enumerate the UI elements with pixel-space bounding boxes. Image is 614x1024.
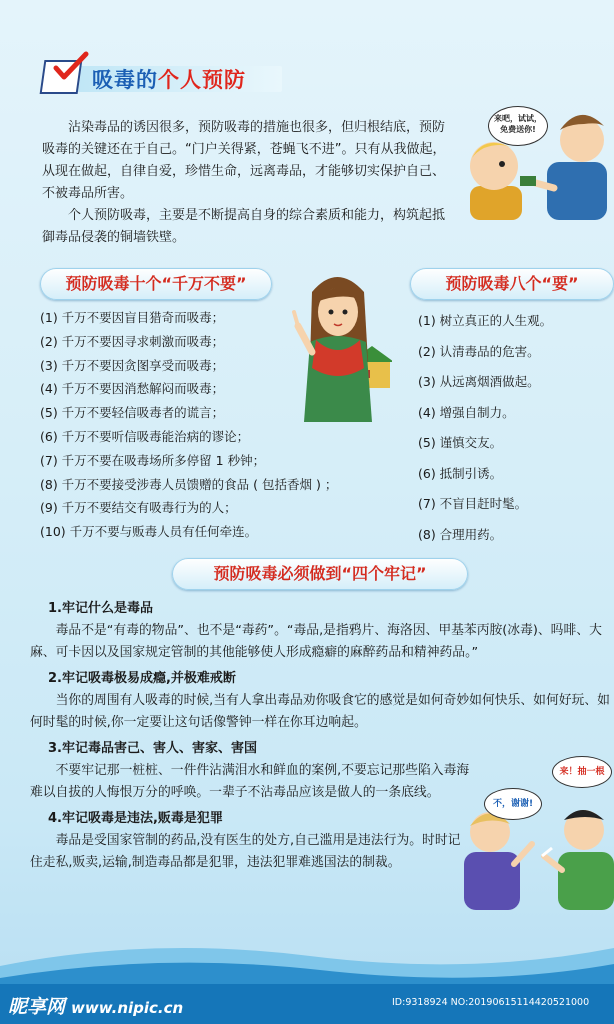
- offer-bubble: 来！抽一根: [552, 756, 612, 788]
- checkmark-icon: [50, 50, 90, 86]
- list-item: (6) 抵制引诱。: [418, 465, 503, 481]
- girl-illustration: [282, 262, 392, 432]
- list-item: (10) 千万不要与贩毒人员有任何牵连。: [40, 524, 258, 540]
- list-item: (5) 谨慎交友。: [418, 435, 503, 450]
- do-list: [418, 306, 552, 550]
- point-body: 不要牢记那一桩桩、一件件沾满泪水和鲜血的案例,不要忘记那些陷入毒海难以自拔的人悔恨万分的呼唤。一辈子不沾毒品应该是做人的一条底线。: [30, 763, 470, 800]
- page-title: 吸毒的个人预防: [92, 68, 246, 92]
- list-item: (7) 不盲目赶时髦。: [418, 496, 528, 511]
- remember-section-title: 预防吸毒必须做到“四个牢记”: [172, 558, 468, 590]
- do-section-title: 预防吸毒八个“要”: [410, 268, 614, 300]
- list-item: (8) 千万不要接受涉毒人员馈赠的食品 ( 包括香烟 ) ；: [40, 476, 338, 492]
- list-item: (2) 千万不要因寻求刺激而吸毒；: [40, 333, 225, 349]
- list-item: (1) 树立真正的人生观。: [418, 313, 553, 328]
- list-item: (5) 千万不要轻信吸毒者的谎言；: [40, 405, 225, 421]
- list-item: (1) 千万不要因盲目猎奇而吸毒；: [40, 310, 225, 325]
- dont-section-title: 预防吸毒十个“千万不要”: [40, 268, 272, 300]
- intro-paragraph: 个人预防吸毒，主要是不断提高自身的综合素质和能力，构筑起抵御毒品侵袭的铜墙铁壁。: [42, 208, 446, 245]
- point-heading: 4.牢记吸毒是违法,贩毒是犯罪: [48, 811, 223, 826]
- site-url[interactable]: www.nipic.cn: [71, 999, 184, 1017]
- list-item: (6) 千万不要听信吸毒能治病的谬论；: [40, 428, 250, 444]
- list-item: (3) 千万不要因贪图享受而吸毒；: [40, 357, 225, 373]
- list-item: (2) 认清毒品的危害。: [418, 343, 540, 359]
- site-logo[interactable]: 昵享网 www.nipic.cn: [8, 996, 184, 1018]
- point-body: 当你的周围有人吸毒的时候,当有人拿出毒品劝你吸食它的感觉是如何奇妙如何快乐、如何好玩、如何时髦的时候,你一定要让这句话像警钟一样在你耳边响起。: [30, 693, 610, 730]
- point-heading: 3.牢记毒品害己、害人、害家、害国: [48, 741, 257, 756]
- point-body: 毒品是受国家管制的药品,没有医生的处方,自己滥用是违法行为。时时记住走私,贩卖,运输,制造毒品都是犯罪，违法犯罪难逃国法的制裁。: [30, 833, 461, 870]
- point-heading: 2.牢记吸毒极易成瘾,并极难戒断: [48, 671, 236, 686]
- point-heading: 1.牢记什么是毒品: [48, 601, 153, 616]
- section-header: [42, 60, 282, 96]
- list-item: (4) 千万不要因消愁解闷而吸毒；: [40, 381, 225, 397]
- refuse-bubble: 不，谢谢!: [484, 788, 542, 820]
- speech-bubble: 来吧，试试， 免费送你!: [488, 106, 548, 146]
- list-item: (8) 合理用药。: [418, 526, 503, 542]
- intro-paragraph: 沾染毒品的诱因很多，预防吸毒的措施也很多，但归根结底，预防吸毒的关键还在于自己。“门户关得紧，苍蝇飞不进”。只有从我做起，从现在做起，自律自爱，珍惜生命，远离毒品，才能够切实保护自己、不被毒品所害。: [42, 120, 446, 201]
- list-item: (9) 千万不要结交有吸毒行为的人；: [40, 500, 237, 516]
- list-item: (7) 千万不要在吸毒场所多停留 1 秒钟；: [40, 452, 266, 468]
- list-item: (4) 增强自制力。: [418, 404, 515, 420]
- point-body: 毒品不是“有毒的物品”、也不是“毒药”。“毒品,是指鸦片、海洛因、甲基苯丙胺(冰毒)、吗啡、大麻、可卡因以及国家规定管制的其他能够使人形成瘾癖的麻醉药品和精神药品。”: [30, 623, 602, 660]
- intro-text: [42, 117, 452, 249]
- image-id: ID:9318924 NO:20190615114420521000: [392, 997, 590, 1008]
- list-item: (3) 从远离烟酒做起。: [418, 374, 540, 389]
